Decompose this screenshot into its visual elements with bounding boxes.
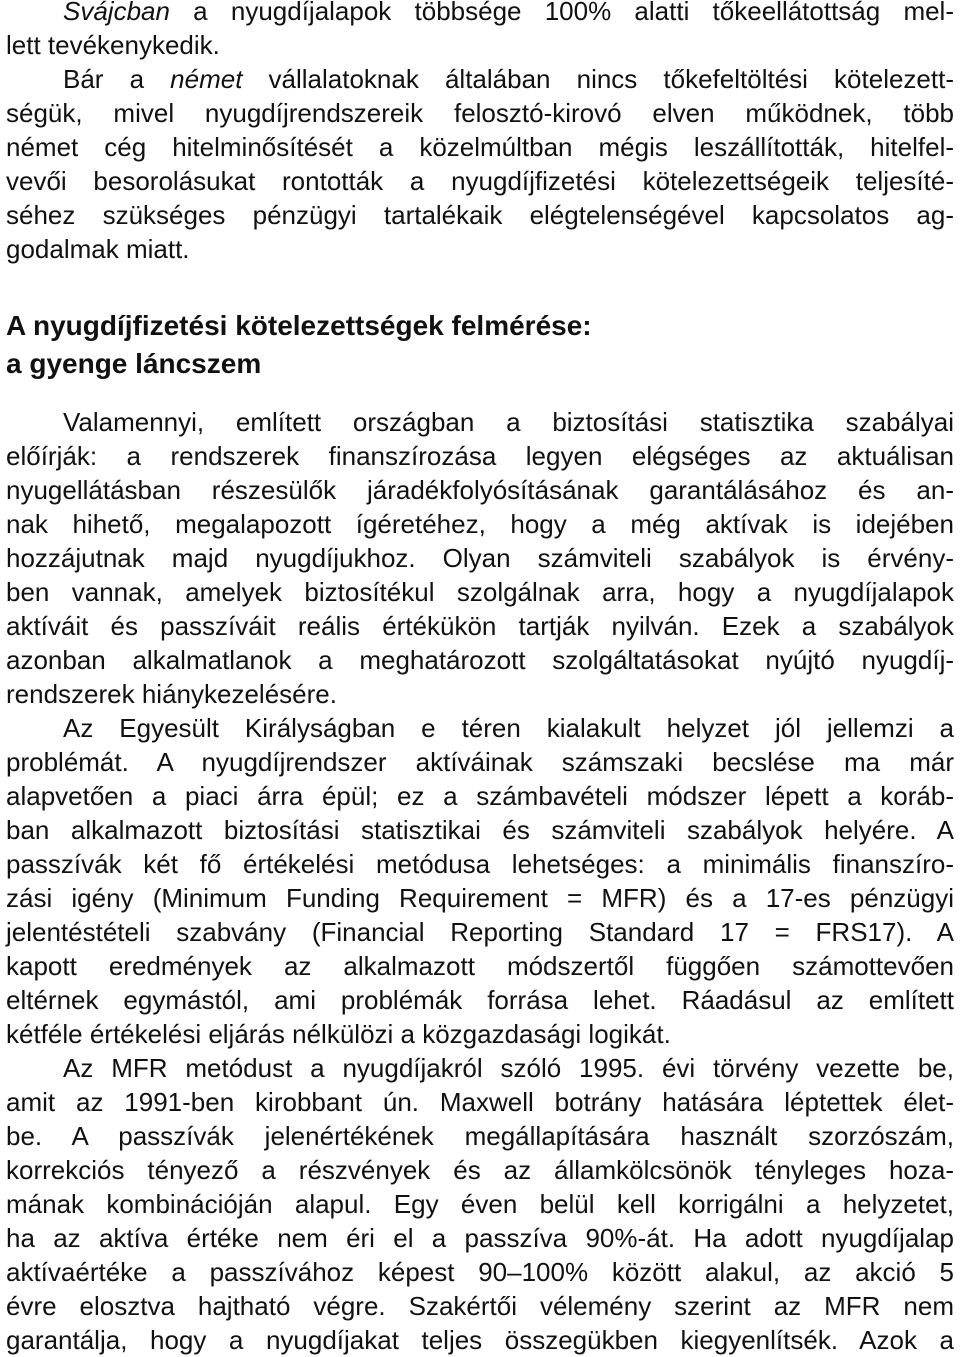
text-line: Valamennyi, említett országban a biztosítási statisztika szabályai (63, 407, 954, 437)
text-line: zási igény (Minimum Funding Requirement = MFR) és a 17-es pénzügyi (6, 883, 954, 913)
text-line: ségük, mivel nyugdíjrendszereik felosztó-kirovó elven működnek, több (6, 98, 954, 128)
text-line: lett tevékenykedik. (6, 30, 220, 60)
body-paragraphs (6, 405, 954, 1357)
italic-word: német (170, 64, 243, 94)
text-segment: vállalatoknak általában nincs tőkefeltöltési kötelezett- (242, 64, 954, 94)
text-line: német cég hitelminősítését a közelmúltban mégis leszállították, hitelfel- (6, 132, 954, 162)
text-line (6, 0, 954, 28)
text-line: ha az aktíva értéke nem éri el a passzíva 90%-át. Ha adott nyugdíjalap (6, 1223, 954, 1253)
text-line: vevői besorolásukat rontották a nyugdíjfizetési kötelezettségeik teljesíté- (6, 166, 954, 196)
intro-paragraphs (6, 0, 954, 266)
text-line: jelentéstételi szabvány (Financial Reporting Standard 17 = FRS17). A (6, 917, 954, 947)
text-line: aktívaértéke a passzívához képest 90–100% között alakul, az akció 5 (6, 1257, 954, 1287)
text-line (6, 62, 954, 96)
section-heading (6, 307, 954, 383)
text-segment: a nyugdíjalapok többsége 100% alatti tőkeellátottság mel- (169, 0, 954, 26)
text-line: nak hihető, megalapozott ígéretéhez, hogy a még aktívak is idejében (6, 509, 954, 539)
text-line: előírják: a rendszerek finanszírozása legyen elégséges az aktuálisan (6, 441, 954, 471)
text-line: alapvetően a piaci árra épül; ez a számbavételi módszer lépett a koráb- (6, 781, 954, 811)
text-segment: Bár a (63, 64, 171, 94)
text-line: problémát. A nyugdíjrendszer aktíváinak számszaki becslése ma már (6, 747, 954, 777)
text-line: évre elosztva hajtható végre. Szakértői vélemény szerint az MFR nem (6, 1291, 954, 1321)
text-line: amit az 1991-ben kirobbant ún. Maxwell botrány hatására léptettek élet- (6, 1087, 954, 1117)
text-line: garantálja, hogy a nyugdíjakat teljes összegükben kiegyenlítsék. Azok a (6, 1325, 954, 1355)
text-line: Az MFR metódust a nyugdíjakról szóló 1995. évi törvény vezette be, (63, 1053, 954, 1083)
text-line: rendszerek hiánykezelésére. (6, 679, 337, 709)
heading-line: a gyenge láncszem (6, 348, 262, 379)
text-line: nyugellátásban részesülők járadékfolyósításának garantálásához és an- (6, 475, 954, 505)
text-line: mának kombinációján alapul. Egy éven belül kell korrigálni a helyzetet, (6, 1189, 954, 1219)
text-line: passzívák két fő értékelési metódusa lehetséges: a minimális finanszíro- (6, 849, 954, 879)
text-line: be. A passzívák jelenértékének megállapítására használt szorzószám, (6, 1121, 954, 1151)
text-line: azonban alkalmatlanok a meghatározott szolgáltatásokat nyújtó nyugdíj- (6, 645, 954, 675)
text-line: korrekciós tényező a részvények és az államkölcsönök tényleges hoza- (6, 1155, 954, 1185)
heading-line: A nyugdíjfizetési kötelezettségek felmérése: (6, 310, 592, 341)
text-line: aktíváit és passzíváit reális értékükön tartják nyilván. Ezek a szabályok (6, 611, 954, 641)
text-line: eltérnek egymástól, ami problémák forrása lehet. Ráadásul az említett (6, 985, 954, 1015)
text-line: hozzájutnak majd nyugdíjukhoz. Olyan számviteli szabályok is érvény- (6, 543, 954, 573)
text-line: ban alkalmazott biztosítási statisztikai és számviteli szabályok helyére. A (6, 815, 954, 845)
text-line: séhez szükséges pénzügyi tartalékaik elégtelenségével kapcsolatos ag- (6, 200, 954, 230)
italic-country-name: Svájcban (63, 0, 170, 26)
text-line: ben vannak, amelyek biztosítékul szolgálnak arra, hogy a nyugdíjalapok (6, 577, 954, 607)
text-line: Az Egyesült Királyságban e téren kialakult helyzet jól jellemzi a (63, 713, 954, 743)
text-line: godalmak miatt. (6, 234, 190, 264)
text-line: kapott eredmények az alkalmazott módszertől függően számottevően (6, 951, 954, 981)
text-line: kétféle értékelési eljárás nélkülözi a közgazdasági logikát. (6, 1019, 671, 1049)
